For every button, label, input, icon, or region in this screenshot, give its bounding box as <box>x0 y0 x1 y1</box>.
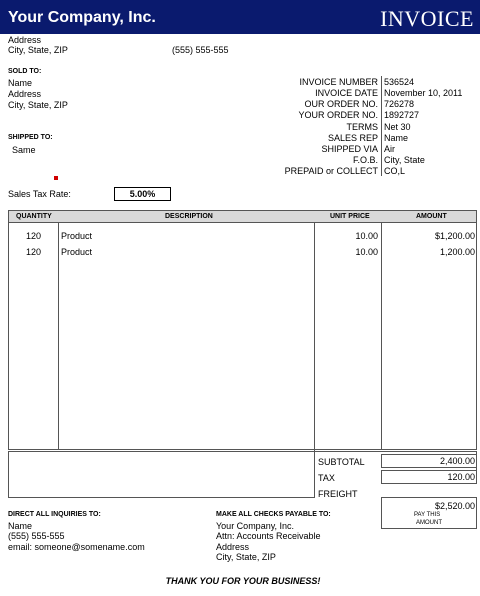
tax-rate-field[interactable]: 5.00% <box>114 187 171 201</box>
checks-attn: Attn: Accounts Receivable <box>216 531 321 541</box>
detail-value: 1892727 <box>384 110 420 120</box>
item-description: Product <box>61 231 93 241</box>
company-name: Your Company, Inc. <box>8 9 156 26</box>
company-address: Address <box>8 35 42 45</box>
detail-value: Name <box>384 133 409 143</box>
comment-marker <box>54 176 58 180</box>
col-unit-price-header: UNIT PRICE <box>330 213 370 220</box>
totals-bottom-line <box>8 497 315 498</box>
checks-label: MAKE ALL CHECKS PAYABLE TO: <box>216 511 331 518</box>
inquiries-email: email: someone@somename.com <box>8 542 145 552</box>
sold-to-city: City, State, ZIP <box>8 100 68 110</box>
detail-label: SHIPPED VIA <box>321 144 378 154</box>
detail-value: Net 30 <box>384 122 411 132</box>
subtotal-value: 2,400.00 <box>439 456 475 466</box>
column-divider <box>314 223 315 497</box>
detail-value: 536524 <box>384 77 415 87</box>
pay-amount-label: AMOUNT <box>416 520 442 526</box>
detail-value: November 10, 2011 <box>384 88 463 98</box>
checks-address: Address <box>216 542 250 552</box>
items-table-header <box>8 210 477 223</box>
checks-city: City, State, ZIP <box>216 552 276 562</box>
detail-label: INVOICE DATE <box>315 88 378 98</box>
inquiries-name: Name <box>8 521 33 531</box>
column-divider <box>58 223 59 450</box>
item-quantity: 120 <box>26 231 42 241</box>
detail-value: 726278 <box>384 99 415 109</box>
col-quantity-header: QUANTITY <box>16 213 52 220</box>
shipped-to-value: Same <box>12 145 36 155</box>
detail-label: TERMS <box>346 122 378 132</box>
thank-you-message: THANK YOU FOR YOUR BUSINESS! <box>165 576 321 586</box>
detail-label: OUR ORDER NO. <box>304 99 378 109</box>
items-table <box>8 210 477 450</box>
pay-this-label: PAY THIS <box>414 512 441 518</box>
freight-label: FREIGHT <box>318 489 358 499</box>
detail-label: SALES REP <box>327 133 378 143</box>
detail-value: CO,L <box>384 166 406 176</box>
col-description-header: DESCRIPTION <box>165 213 213 220</box>
detail-label: INVOICE NUMBER <box>299 77 378 87</box>
inquiries-label: DIRECT ALL INQUIRIES TO: <box>8 511 101 518</box>
inquiries-phone: (555) 555-555 <box>8 531 65 541</box>
item-unit-price: 10.00 <box>355 231 378 241</box>
col-amount-header: AMOUNT <box>416 213 447 220</box>
tax-label: TAX <box>318 473 335 483</box>
item-quantity: 120 <box>26 247 42 257</box>
detail-label: F.O.B. <box>352 155 378 165</box>
subtotal-label: SUBTOTAL <box>318 457 365 467</box>
column-divider <box>381 223 382 450</box>
item-unit-price: 10.00 <box>355 247 378 257</box>
item-amount: $1,200.00 <box>434 231 475 241</box>
tax-rate-label: Sales Tax Rate: <box>8 189 71 199</box>
tax-value: 120.00 <box>447 472 475 482</box>
shipped-to-label: SHIPPED TO: <box>8 134 53 141</box>
detail-label: YOUR ORDER NO. <box>298 110 378 120</box>
item-description: Product <box>61 247 93 257</box>
sold-to-label: SOLD TO: <box>8 68 42 75</box>
detail-value: City, State <box>384 155 425 165</box>
company-city: City, State, ZIP <box>8 45 68 55</box>
detail-value: Air <box>384 144 395 154</box>
totals-divider <box>8 451 477 452</box>
sold-to-address: Address <box>8 89 42 99</box>
company-phone: (555) 555-555 <box>172 45 229 55</box>
totals-left-border <box>8 451 9 497</box>
checks-company: Your Company, Inc. <box>216 521 295 531</box>
invoice-title: INVOICE <box>380 6 474 31</box>
details-separator <box>381 76 382 176</box>
detail-label: PREPAID or COLLECT <box>284 166 378 176</box>
item-amount: 1,200.00 <box>439 247 475 257</box>
total-value: $2,520.00 <box>434 501 475 511</box>
sold-to-name: Name <box>8 78 33 88</box>
